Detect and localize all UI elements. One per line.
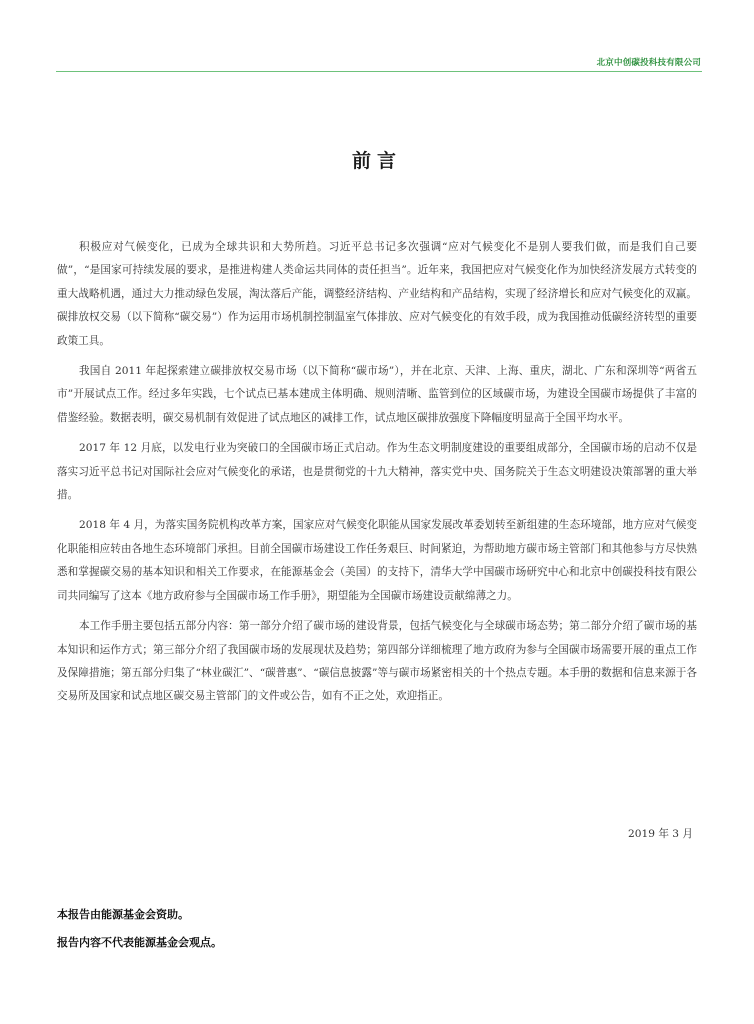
paragraph-4: 2018 年 4 月，为落实国务院机构改革方案，国家应对气候变化职能从国家发展改革委划转至新组建的生态环境部，地方应对气候变化职能相应转由各地生态环境部门承担。目前全国碳市场建设工作任务艰巨、时间紧迫，为帮助地方碳市场主管部门和其他参与方尽快熟悉和掌握碳交易的基本知识和相关工作要求，在能源基金会（美国）的支持下，清华大学中国碳市场研究中心和北京中创碳投科技有限公司共同编写了这本《地方政府参与全国碳市场工作手册》，期望能为全国碳市场建设贡献绵薄之力。	[57, 519, 697, 602]
paragraph-2: 我国自 2011 年起探索建立碳排放权交易市场（以下简称“碳市场”），并在北京、天津、上海、重庆，湖北、广东和深圳等“两省五市”开展试点工作。经过多年实践，七个试点已基本建成主体明确、规则清晰、监管到位的区域碳市场，为建设全国碳市场提供了丰富的借鉴经验。数据表明，碳交易机制有效促进了试点地区的减排工作，试点地区碳排放强度下降幅度明显高于全国平均水平。	[57, 365, 697, 424]
header-company-name: 北京中创碳投科技有限公司	[596, 58, 701, 68]
preface-body	[57, 236, 697, 716]
paragraph-3: 2017 年 12 月底，以发电行业为突破口的全国碳市场正式启动。作为生态文明制度建设的重要组成部分，全国碳市场的启动不仅是落实习近平总书记对国际社会应对气候变化的承诺，也是贯彻党的十九大精神，落实党中央、国务院关于生态文明建设决策部署的重大举措。	[57, 442, 697, 502]
paragraph-5: 本工作手册主要包括五部分内容：第一部分介绍了碳市场的建设背景，包括气候变化与全球碳市场态势；第二部分介绍了碳市场的基本知识和运作方式；第三部分介绍了我国碳市场的发展现状及趋势；第四部分详细梳理了地方政府为参与全国碳市场需要开展的重点工作及保障措施；第五部分归集了“林业碳汇”、“碳普惠”、“碳信息披露”等与碳市场紧密相关的十个热点专题。本手册的数据和信息来源于各交易所及国家和试点地区碳交易主管部门的文件或公告，如有不正之处，欢迎指正。	[57, 620, 697, 703]
date-line: 2019 年 3 月	[628, 828, 693, 840]
paragraph-1: 积极应对气候变化，已成为全球共识和大势所趋。习近平总书记多次强调“应对气候变化不是别人要我们做，而是我们自己要做”，“是国家可持续发展的要求，是推进构建人类命运共同体的责任担当”。近年来，我国把应对气候变化作为加快经济发展方式转变的重大战略机遇，通过大力推动绿色发展，淘汰落后产能，调整经济结构、产业结构和产品结构，实现了经济增长和应对气候变化的双赢。碳排放权交易（以下简称“碳交易”）作为运用市场机制控制温室气体排放、应对气候变化的有效手段，成为我国推动低碳经济转型的重要政策工具。	[57, 241, 697, 347]
page-title: 前言	[351, 150, 402, 172]
funding-note: 本报告由能源基金会资助。	[57, 908, 189, 921]
disclaimer-note: 报告内容不代表能源基金会观点。	[57, 936, 222, 949]
header-divider	[56, 71, 702, 72]
